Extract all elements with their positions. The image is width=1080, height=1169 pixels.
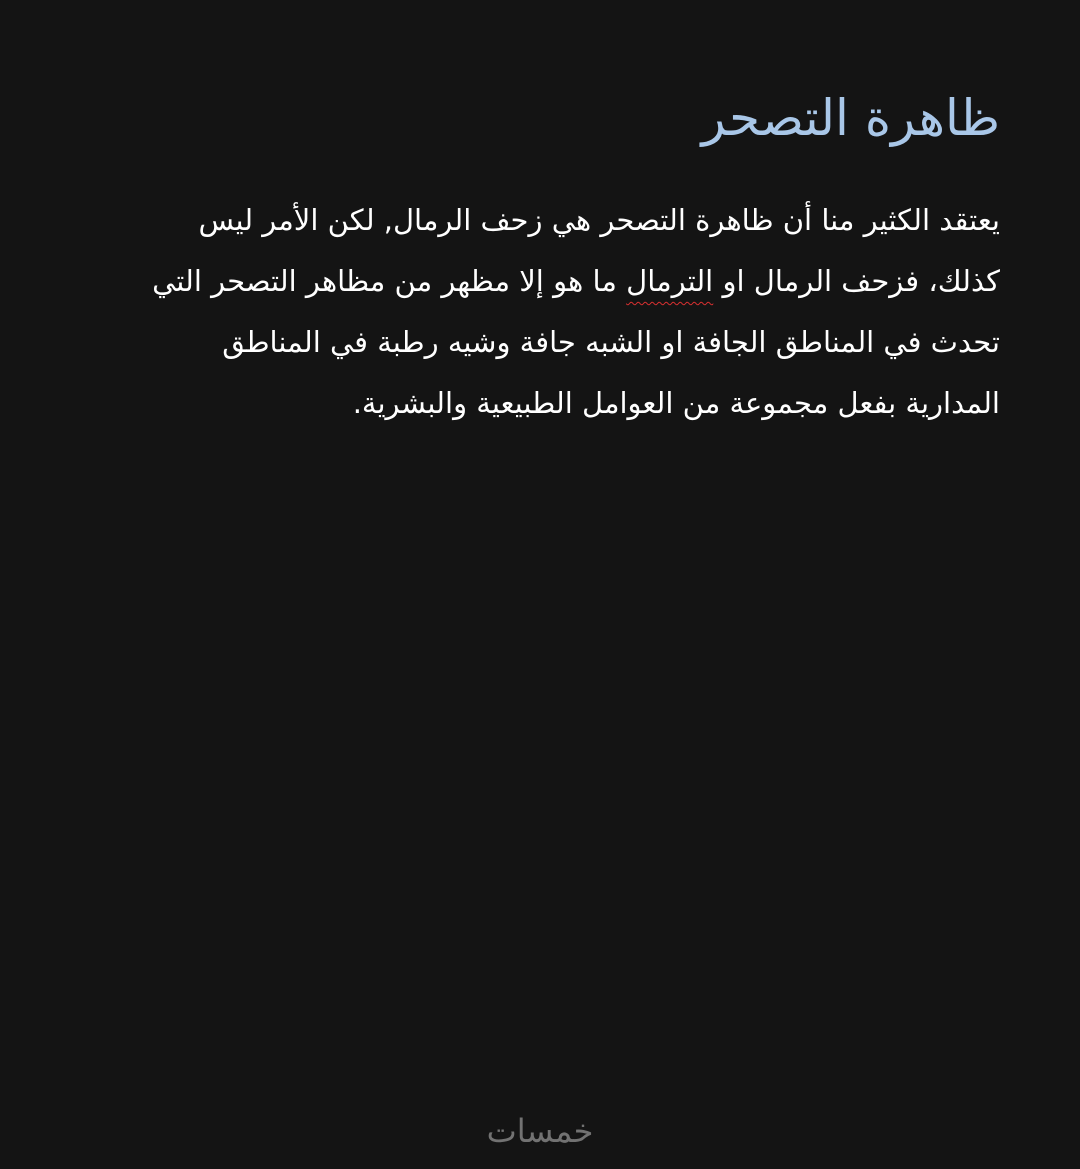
document-title: ظاهرة التصحر — [701, 89, 1000, 147]
paragraph-text-part1: يعتقد الكثير منا أن ظاهرة التصحر هي زحف الرمال, لكن الأمر ليس كذلك، فزحف الرمال او — [198, 203, 1000, 298]
document-page — [134, 78, 1000, 434]
watermark-logo: خمسات — [486, 1112, 594, 1150]
misspelled-word[interactable]: الترمال — [626, 264, 714, 298]
document-paragraph[interactable] — [134, 190, 1000, 434]
paragraph-text-part2: ما هو إلا مظهر من مظاهر التصحر التي تحدث في المناطق الجافة او الشبه جافة وشيه رطبة في المناطق المدارية بفعل مجموعة من العوامل الطبيعية والبشرية. — [152, 264, 1000, 420]
